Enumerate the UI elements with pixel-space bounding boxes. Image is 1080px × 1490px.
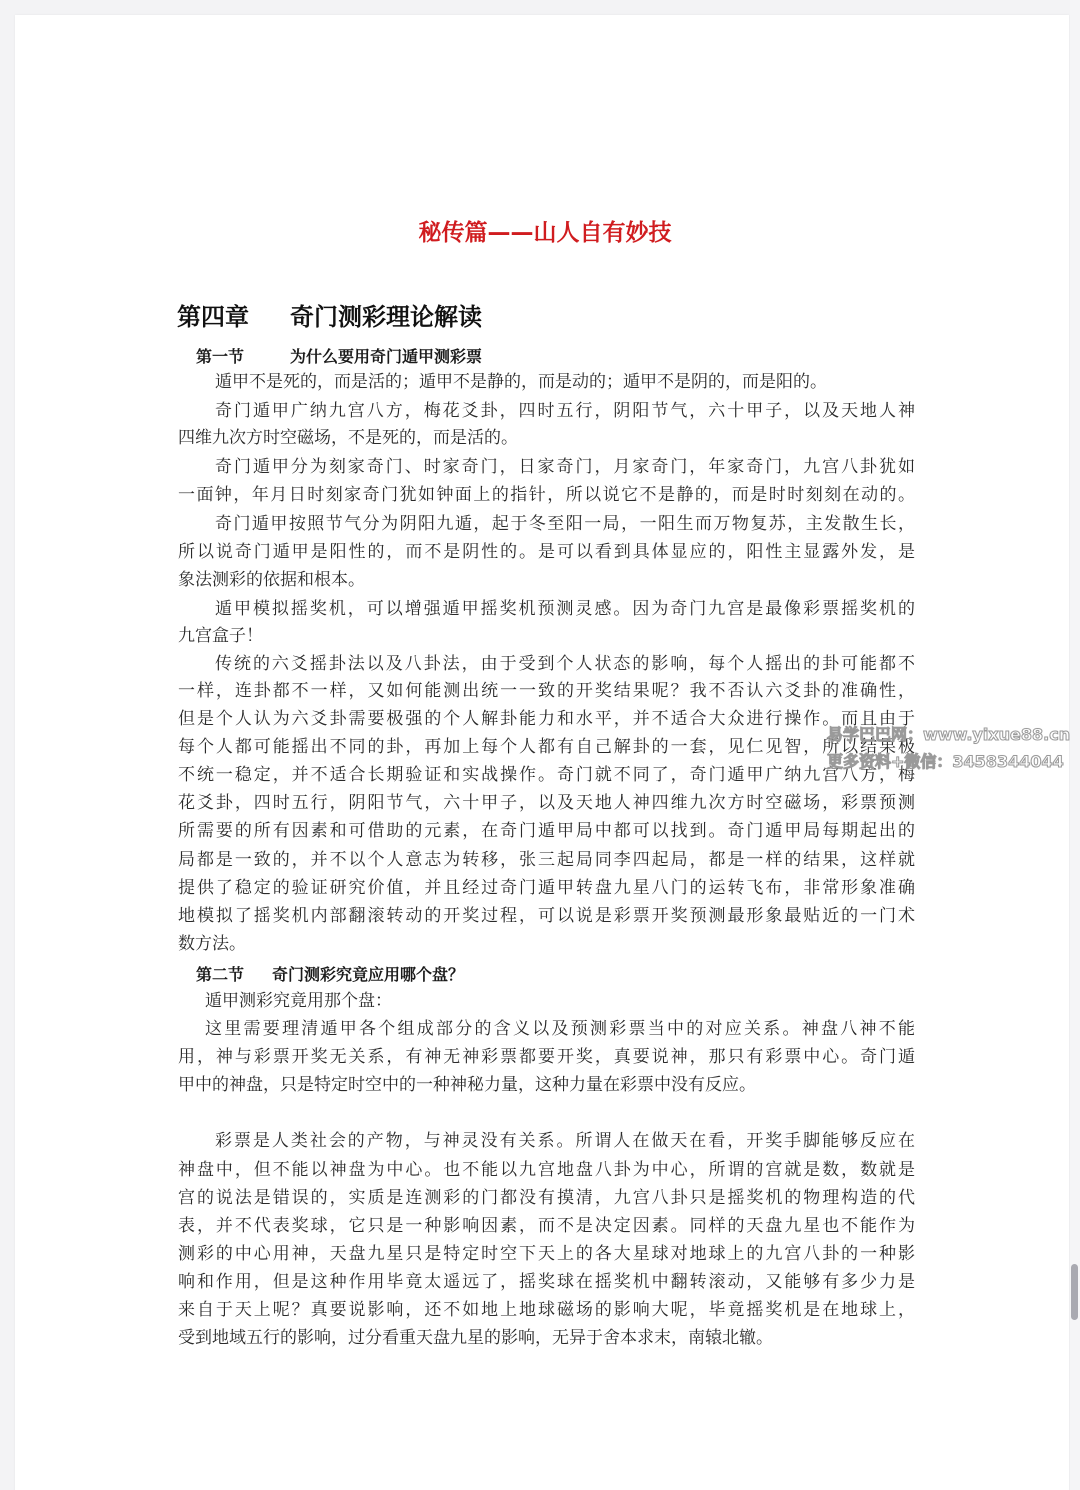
paragraph-line: 所以说奇门遁甲是阳性的，而不是阴性的。是可以看到具体显应的，阳性主显露外发，是 (178, 542, 915, 562)
chapter-number: 第四章 (177, 303, 249, 331)
paragraph-line: 象法测彩的依据和根本。 (178, 570, 365, 590)
paragraph-line: 来自于天上呢？真要说影响，还不如地上地球磁场的影响大呢，毕竟摇奖机是在地球上， (178, 1300, 915, 1320)
section-1-number: 第一节 (196, 347, 245, 366)
part-title: 秘传篇——山人自有妙技 (418, 220, 672, 246)
paragraph-line: 遁甲测彩究竟用那个盘： (205, 991, 392, 1011)
paragraph-line: 所需要的所有因素和可借助的元素，在奇门遁甲局中都可以找到。奇门遁甲局每期起出的 (178, 821, 915, 841)
paragraph-line: 花爻卦，四时五行，阴阳节气，六十甲子，以及天地人神四维九次方时空磁场，彩票预测 (178, 793, 915, 813)
section-2-number: 第二节 (196, 965, 245, 984)
paragraph-line: 用，神与彩票开奖无关系，有神无神彩票都要开奖，真要说神，那只有彩票中心。奇门遁 (178, 1047, 915, 1067)
paragraph-line: 奇门遁甲分为刻家奇门、时家奇门，日家奇门，月家奇门，年家奇门，九宫八卦犹如 (215, 457, 915, 477)
section-1-title: 为什么要用奇门遁甲测彩票 (290, 347, 483, 366)
paragraph-line: 彩票是人类社会的产物，与神灵没有关系。所谓人在做天在看，开奖手脚能够反应在 (215, 1131, 915, 1151)
paragraph-line: 奇门遁甲广纳九宫八方，梅花爻卦，四时五行，阴阳节气，六十甲子，以及天地人神 (215, 401, 915, 421)
paragraph-line: 每个人都可能摇出不同的卦，再加上每个人都有自己解卦的一套，见仁见智，所以结果极 (178, 737, 915, 757)
paragraph-line: 响和作用，但是这种作用毕竟太遥远了，摇奖球在摇奖机中翻转滚动，又能够有多少力是 (178, 1272, 915, 1292)
paragraph-line: 遁甲不是死的，而是活的；遁甲不是静的，而是动的；遁甲不是阴的，而是阳的。 (215, 372, 827, 392)
paragraph-line: 数方法。 (178, 934, 246, 954)
paragraph-line: 四维九次方时空磁场，不是死的，而是活的。 (178, 428, 518, 448)
paragraph-line: 这里需要理清遁甲各个组成部分的含义以及预测彩票当中的对应关系。神盘八神不能 (205, 1019, 915, 1039)
paragraph-line: 受到地域五行的影响，过分看重天盘九星的影响，无异于舍本求末，南辕北辙。 (178, 1328, 773, 1348)
section-2-title: 奇门测彩究竟应用哪个盘？ (272, 965, 465, 984)
paragraph-line: 局都是一致的，并不以个人意志为转移，张三起局同李四起局，都是一样的结果，这样就 (178, 850, 915, 870)
paragraph-line: 神盘中，但不能以神盘为中心。也不能以九宫地盘八卦为中心，所谓的宫就是数，数就是 (178, 1160, 915, 1180)
paragraph-line: 提供了稳定的验证研究价值，并且经过奇门遁甲转盘九星八门的运转飞布，非常形象准确 (178, 878, 915, 898)
paragraph-line: 九宫盒子！ (178, 626, 263, 646)
paragraph-line: 一面钟，年月日时刻家奇门犹如钟面上的指针，所以说它不是静的，而是时时刻刻在动的。 (178, 485, 915, 505)
watermark-website: 易学巴巴网：www.yixue88.cn (827, 725, 1071, 744)
paragraph-line: 传统的六爻摇卦法以及八卦法，由于受到个人状态的影响，每个人摇出的卦可能都不 (215, 654, 915, 674)
paragraph-line: 遁甲模拟摇奖机，可以增强遁甲摇奖机预测灵感。因为奇门九宫是最像彩票摇奖机的 (215, 599, 915, 619)
paragraph-line: 表，并不代表奖球，它只是一种影响因素，而不是决定因素。同样的天盘九星也不能作为 (178, 1216, 915, 1236)
paragraph-line: 甲中的神盘，只是特定时空中的一种神秘力量，这种力量在彩票中没有反应。 (178, 1075, 756, 1095)
chapter-heading (177, 297, 482, 332)
paragraph-line: 但是个人认为六爻卦需要极强的个人解卦能力和水平，并不适合大众进行操作。而且由于 (178, 709, 915, 729)
paragraph-line: 奇门遁甲按照节气分为阴阳九遁，起于冬至阳一局，一阳生而万物复苏，主发散生长， (215, 514, 915, 534)
paragraph-line: 测彩的中心用神，天盘九星只是特定时空下天上的各大星球对地球上的九宫八卦的一种影 (178, 1244, 915, 1264)
scrollbar-thumb[interactable] (1071, 1264, 1078, 1320)
paragraph-line: 一样，连卦都不一样，又如何能测出统一一致的开奖结果呢？我不否认六爻卦的准确性， (178, 681, 915, 701)
paragraph-line: 不统一稳定，并不适合长期验证和实战操作。奇门就不同了，奇门遁甲广纳九宫八方，梅 (178, 765, 915, 785)
chapter-title: 奇门测彩理论解读 (290, 303, 482, 331)
watermark-contact: 更多资料+微信：3458344044 (827, 752, 1064, 771)
section-2-heading (196, 962, 464, 985)
paragraph-line: 宫的说法是错误的，实质是连测彩的门都没有摸清，九宫八卦只是摇奖机的物理构造的代 (178, 1188, 915, 1208)
section-1-heading (196, 344, 482, 367)
paragraph-line: 地模拟了摇奖机内部翻滚转动的开奖过程，可以说是彩票开奖预测最形象最贴近的一门术 (178, 906, 915, 926)
